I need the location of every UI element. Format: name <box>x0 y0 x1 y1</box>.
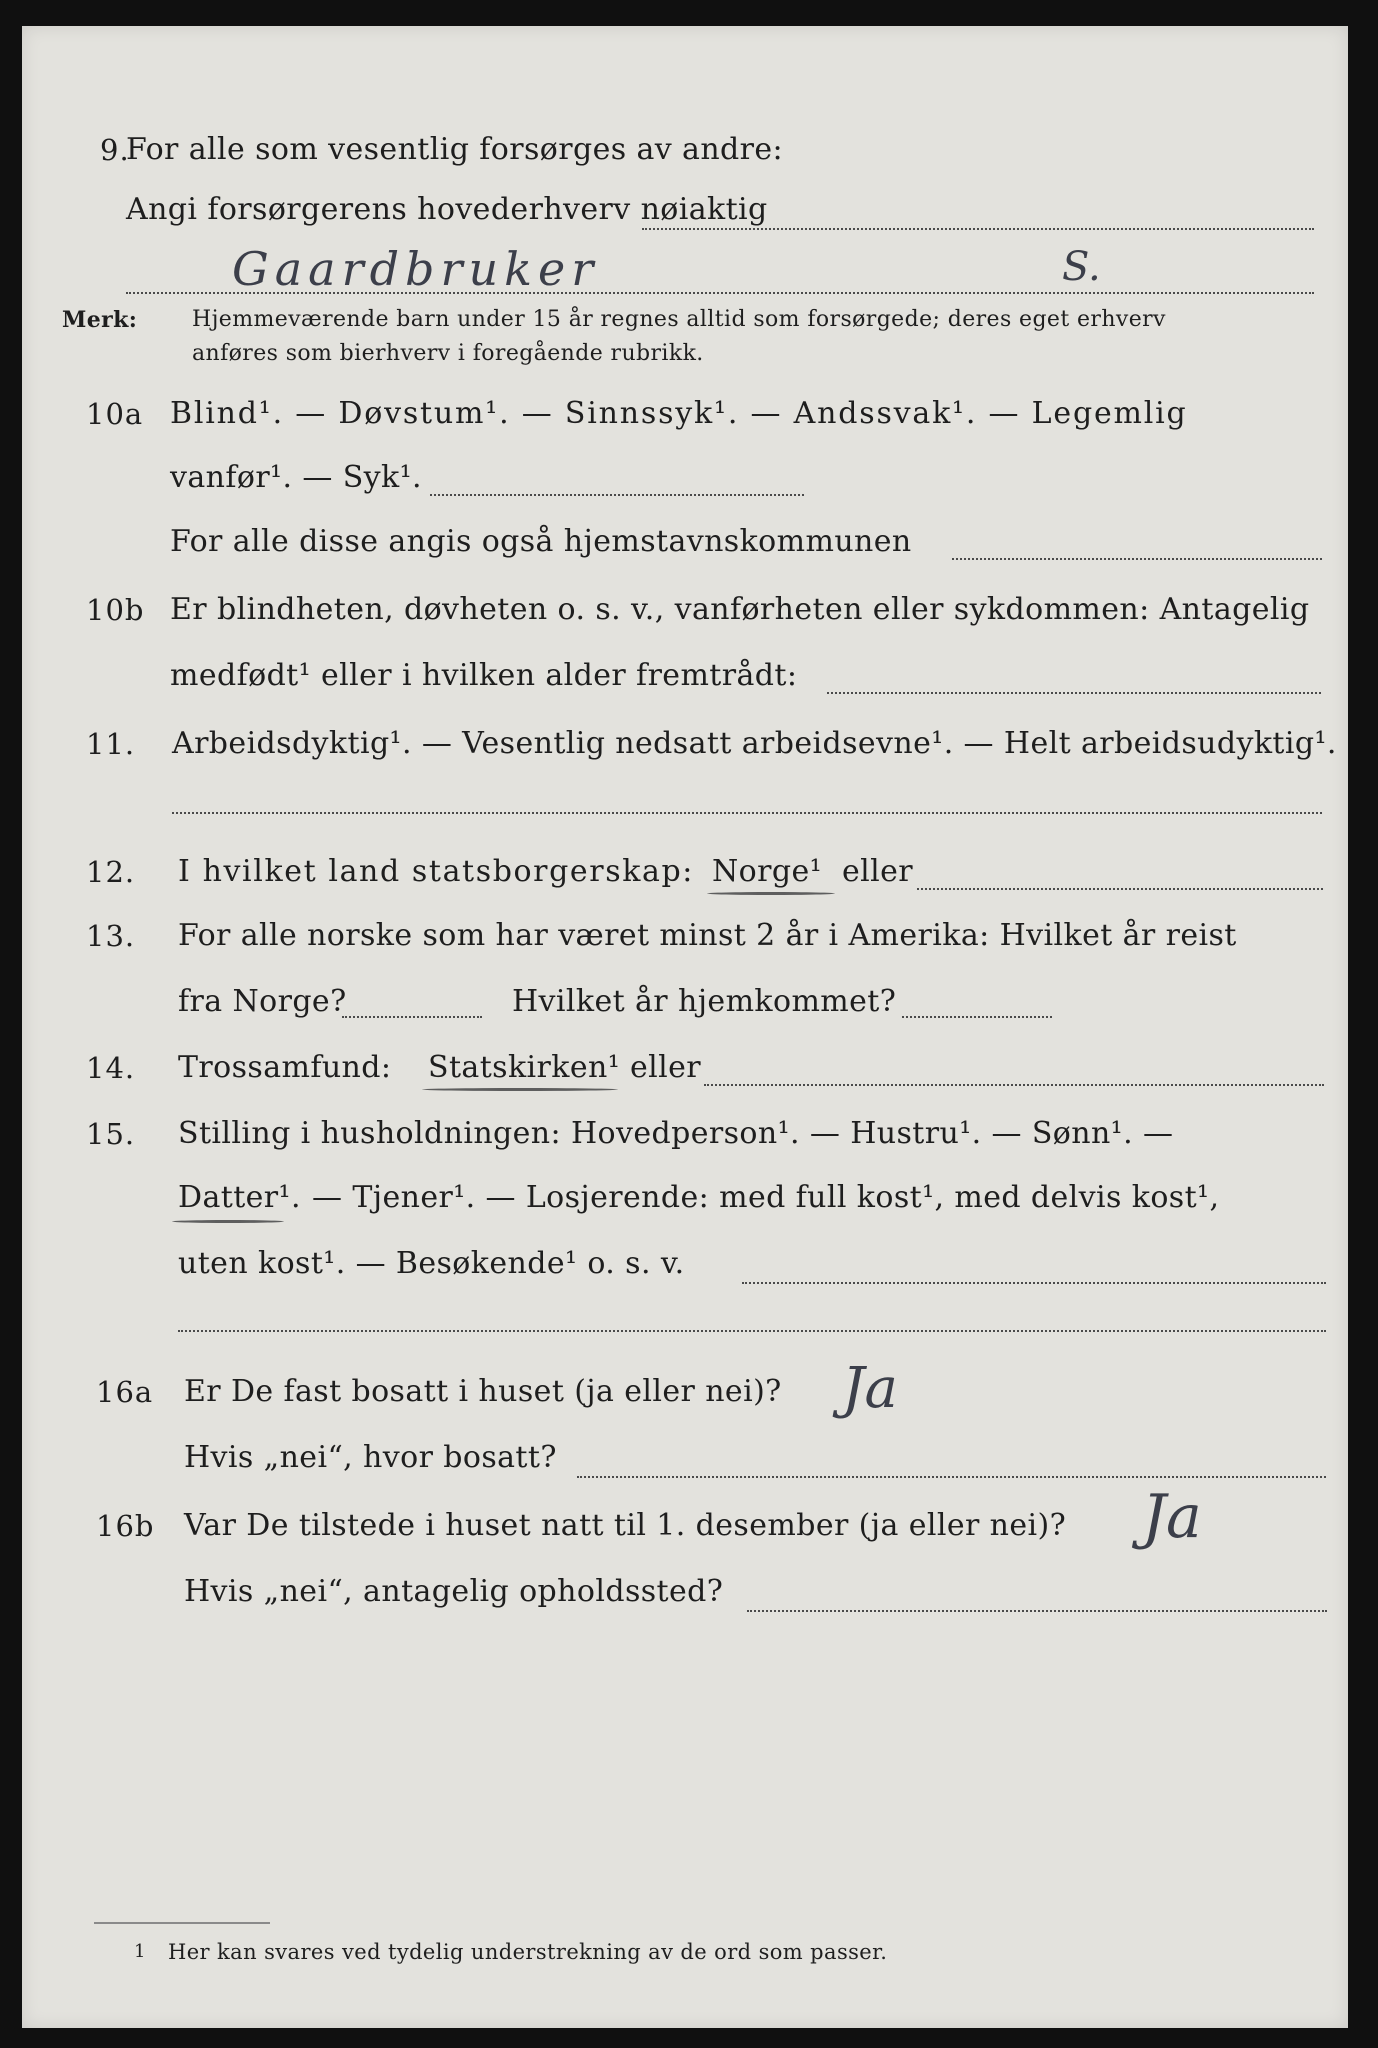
answer-line <box>742 1282 1326 1284</box>
question-number: 10b <box>86 593 145 627</box>
footnote-text: Her kan svares ved tydelig understrekning av de ord som passer. <box>168 1940 888 1964</box>
question-text: Stilling i husholdningen: Hovedperson¹. — Hustru¹. — Sønn¹. — <box>178 1116 1174 1151</box>
question-10b-line2 <box>22 656 1348 704</box>
question-text: Hvis „nei“, hvor bosatt? <box>184 1440 557 1475</box>
pen-underline <box>707 892 835 895</box>
question-16a-line2 <box>22 1438 1348 1486</box>
answer-line <box>126 292 1314 294</box>
answer-line <box>342 1016 482 1018</box>
question-number: 14. <box>86 1051 136 1085</box>
question-number: 12. <box>86 855 136 889</box>
question-number: 16a <box>96 1375 154 1409</box>
question-15-line3 <box>22 1244 1348 1292</box>
answer-line <box>952 558 1322 560</box>
question-text: For alle disse angis også hjemstavnskommunen <box>170 524 912 559</box>
question-text: fra Norge? <box>178 984 347 1019</box>
question-text: Hvis „nei“, antagelig opholdssted? <box>184 1574 724 1609</box>
question-9 <box>22 130 1348 178</box>
question-13-line2 <box>22 982 1348 1030</box>
footnote <box>22 1936 1348 1984</box>
answer-line <box>902 1016 1052 1018</box>
note-text: anføres som bierhverv i foregående rubrikk. <box>192 341 704 366</box>
census-form-page <box>22 26 1348 2028</box>
answer-line <box>178 1330 1326 1332</box>
question-text: Trossamfund: <box>178 1050 392 1085</box>
note-label: Merk: <box>62 307 138 333</box>
handwritten-answer: Ja <box>842 1356 898 1421</box>
question-11 <box>22 724 1348 772</box>
handwritten-answer-code: S. <box>1062 244 1101 290</box>
question-number: 15. <box>86 1117 136 1151</box>
answer-line <box>577 1476 1326 1478</box>
note-text: Hjemmeværende barn under 15 år regnes alltid som forsørgede; deres eget erhverv <box>192 307 1166 332</box>
question-9-answer <box>22 242 1348 298</box>
question-10a-line3 <box>22 522 1348 570</box>
question-number: 16b <box>96 1509 155 1543</box>
question-text: eller <box>630 1050 702 1085</box>
question-text: Er De fast bosatt i huset (ja eller nei)? <box>184 1374 782 1409</box>
question-text: vanfør¹. — Syk¹. <box>170 460 422 495</box>
question-text: For alle som vesentlig forsørges av andre: <box>126 132 784 167</box>
question-number: 13. <box>86 919 136 953</box>
marked-option: Datter¹. <box>178 1180 301 1215</box>
answer-line <box>747 1610 1327 1612</box>
question-10a-line2 <box>22 458 1348 506</box>
question-16b-line2 <box>22 1572 1348 1620</box>
question-text: — Tjener¹. — Losjerende: med full kost¹, med delvis kost¹, <box>312 1180 1220 1215</box>
question-text: Angi forsørgerens hovederhverv nøiaktig <box>126 192 768 227</box>
question-text: uten kost¹. — Besøkende¹ o. s. v. <box>178 1246 685 1281</box>
question-number: 9. <box>100 133 130 167</box>
question-text: Er blindheten, døvheten o. s. v., vanførheten eller sykdommen: Antagelig <box>170 592 1310 627</box>
question-text: Var De tilstede i huset natt til 1. desember (ja eller nei)? <box>184 1508 1067 1543</box>
question-number: 11. <box>86 727 136 761</box>
question-15-line2 <box>22 1178 1348 1226</box>
question-text: Hvilket år hjemkommet? <box>512 984 897 1019</box>
question-text: eller <box>842 854 914 889</box>
answer-line <box>704 1084 1324 1086</box>
question-13 <box>22 916 1348 964</box>
question-9-line2 <box>22 190 1348 238</box>
question-15 <box>22 1114 1348 1162</box>
question-text: Arbeidsdyktig¹. — Vesentlig nedsatt arbeidsevne¹. — Helt arbeidsudyktig¹. <box>172 726 1337 761</box>
question-14 <box>22 1048 1348 1096</box>
question-10a <box>22 394 1348 442</box>
answer-line <box>430 494 804 496</box>
footnote-rule <box>94 1922 270 1924</box>
question-text: medfødt¹ eller i hvilken alder fremtrådt: <box>170 658 798 693</box>
pen-underline <box>172 1220 284 1223</box>
note-line2 <box>22 338 1348 386</box>
question-text: I hvilket land statsborgerskap: <box>178 854 694 889</box>
footnote-mark: 1 <box>134 1941 146 1962</box>
handwritten-answer: Gaardbruker <box>232 242 600 296</box>
question-10b <box>22 590 1348 638</box>
question-number: 10a <box>86 397 144 431</box>
question-16b <box>22 1482 1348 1554</box>
marked-option: Norge¹ <box>712 854 823 889</box>
question-text: For alle norske som har været minst 2 år i Amerika: Hvilket år reist <box>178 918 1237 953</box>
answer-line <box>827 692 1321 694</box>
question-12 <box>22 852 1348 900</box>
question-16a <box>22 1356 1348 1421</box>
pen-underline <box>422 1088 618 1091</box>
question-text: Blind¹. — Døvstum¹. — Sinnssyk¹. — Andssvak¹. — Legemlig <box>170 396 1188 431</box>
handwritten-answer: Ja <box>1142 1482 1202 1552</box>
answer-line <box>172 812 1322 814</box>
answer-line <box>642 228 1314 230</box>
answer-line <box>917 888 1323 890</box>
marked-option: Statskirken¹ <box>428 1050 621 1085</box>
